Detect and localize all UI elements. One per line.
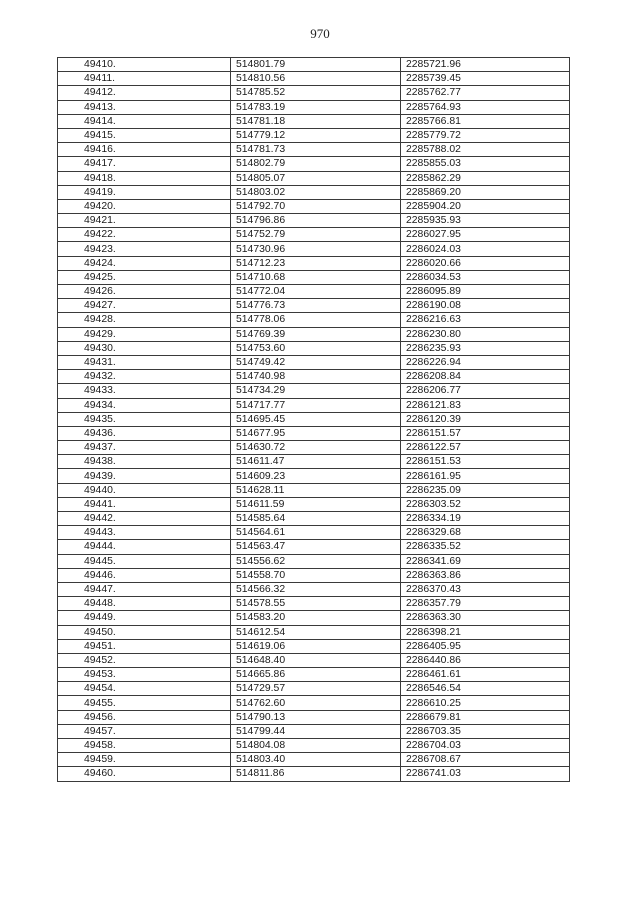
point-number-cell: 49417.: [58, 157, 231, 171]
x-coordinate-cell: 514665.86: [231, 668, 401, 682]
y-coordinate-cell: 2285739.45: [401, 72, 570, 86]
point-number-cell: 49423.: [58, 242, 231, 256]
table-row: [58, 143, 570, 157]
x-coordinate-cell: 514611.59: [231, 497, 401, 511]
y-coordinate-cell: 2286235.09: [401, 483, 570, 497]
table-row: [58, 597, 570, 611]
point-number-cell: 49445.: [58, 554, 231, 568]
y-coordinate-cell: 2286208.84: [401, 370, 570, 384]
point-number-cell: 49444.: [58, 540, 231, 554]
table-row: [58, 497, 570, 511]
table-row: [58, 171, 570, 185]
point-number-cell: 49452.: [58, 653, 231, 667]
y-coordinate-cell: 2286230.80: [401, 327, 570, 341]
x-coordinate-cell: 514801.79: [231, 58, 401, 72]
table-row: [58, 313, 570, 327]
x-coordinate-cell: 514619.06: [231, 639, 401, 653]
x-coordinate-cell: 514677.95: [231, 426, 401, 440]
table-row: [58, 611, 570, 625]
y-coordinate-cell: 2286610.25: [401, 696, 570, 710]
x-coordinate-cell: 514695.45: [231, 412, 401, 426]
y-coordinate-cell: 2286546.54: [401, 682, 570, 696]
x-coordinate-cell: 514811.86: [231, 767, 401, 781]
point-number-cell: 49455.: [58, 696, 231, 710]
y-coordinate-cell: 2286120.39: [401, 412, 570, 426]
y-coordinate-cell: 2286329.68: [401, 526, 570, 540]
point-number-cell: 49412.: [58, 86, 231, 100]
table-row: [58, 710, 570, 724]
point-number-cell: 49410.: [58, 58, 231, 72]
x-coordinate-cell: 514803.02: [231, 185, 401, 199]
y-coordinate-cell: 2286190.08: [401, 299, 570, 313]
point-number-cell: 49457.: [58, 724, 231, 738]
point-number-cell: 49416.: [58, 143, 231, 157]
table-row: [58, 355, 570, 369]
point-number-cell: 49411.: [58, 72, 231, 86]
table-row: [58, 653, 570, 667]
x-coordinate-cell: 514749.42: [231, 355, 401, 369]
table-row: [58, 72, 570, 86]
point-number-cell: 49447.: [58, 582, 231, 596]
table-row: [58, 412, 570, 426]
point-number-cell: 49434.: [58, 398, 231, 412]
coordinates-table: [57, 57, 570, 782]
y-coordinate-cell: 2285904.20: [401, 199, 570, 213]
table-row: [58, 214, 570, 228]
point-number-cell: 49431.: [58, 355, 231, 369]
x-coordinate-cell: 514609.23: [231, 469, 401, 483]
y-coordinate-cell: 2285862.29: [401, 171, 570, 185]
x-coordinate-cell: 514712.23: [231, 256, 401, 270]
point-number-cell: 49446.: [58, 568, 231, 582]
page-number: 970: [310, 26, 330, 41]
table-row: [58, 299, 570, 313]
y-coordinate-cell: 2286357.79: [401, 597, 570, 611]
x-coordinate-cell: 514734.29: [231, 384, 401, 398]
x-coordinate-cell: 514778.06: [231, 313, 401, 327]
y-coordinate-cell: 2286741.03: [401, 767, 570, 781]
point-number-cell: 49425.: [58, 270, 231, 284]
point-number-cell: 49437.: [58, 441, 231, 455]
point-number-cell: 49442.: [58, 512, 231, 526]
x-coordinate-cell: 514648.40: [231, 653, 401, 667]
y-coordinate-cell: 2286095.89: [401, 285, 570, 299]
coordinates-table-body: [58, 58, 570, 782]
x-coordinate-cell: 514612.54: [231, 625, 401, 639]
x-coordinate-cell: 514781.73: [231, 143, 401, 157]
point-number-cell: 49435.: [58, 412, 231, 426]
x-coordinate-cell: 514804.08: [231, 739, 401, 753]
x-coordinate-cell: 514583.20: [231, 611, 401, 625]
point-number-cell: 49428.: [58, 313, 231, 327]
y-coordinate-cell: 2286122.57: [401, 441, 570, 455]
x-coordinate-cell: 514730.96: [231, 242, 401, 256]
y-coordinate-cell: 2286121.83: [401, 398, 570, 412]
point-number-cell: 49448.: [58, 597, 231, 611]
point-number-cell: 49439.: [58, 469, 231, 483]
table-row: [58, 157, 570, 171]
table-row: [58, 86, 570, 100]
point-number-cell: 49438.: [58, 455, 231, 469]
point-number-cell: 49420.: [58, 199, 231, 213]
x-coordinate-cell: 514799.44: [231, 724, 401, 738]
x-coordinate-cell: 514790.13: [231, 710, 401, 724]
table-row: [58, 639, 570, 653]
x-coordinate-cell: 514783.19: [231, 100, 401, 114]
x-coordinate-cell: 514710.68: [231, 270, 401, 284]
y-coordinate-cell: 2286341.69: [401, 554, 570, 568]
point-number-cell: 49451.: [58, 639, 231, 653]
y-coordinate-cell: 2286363.30: [401, 611, 570, 625]
x-coordinate-cell: 514717.77: [231, 398, 401, 412]
table-row: [58, 739, 570, 753]
y-coordinate-cell: 2286679.81: [401, 710, 570, 724]
x-coordinate-cell: 514566.32: [231, 582, 401, 596]
table-row: [58, 512, 570, 526]
point-number-cell: 49415.: [58, 128, 231, 142]
point-number-cell: 49436.: [58, 426, 231, 440]
y-coordinate-cell: 2285855.03: [401, 157, 570, 171]
table-row: [58, 228, 570, 242]
table-row: [58, 469, 570, 483]
x-coordinate-cell: 514558.70: [231, 568, 401, 582]
y-coordinate-cell: 2286704.03: [401, 739, 570, 753]
point-number-cell: 49440.: [58, 483, 231, 497]
x-coordinate-cell: 514810.56: [231, 72, 401, 86]
point-number-cell: 49424.: [58, 256, 231, 270]
y-coordinate-cell: 2285788.02: [401, 143, 570, 157]
x-coordinate-cell: 514556.62: [231, 554, 401, 568]
point-number-cell: 49433.: [58, 384, 231, 398]
x-coordinate-cell: 514578.55: [231, 597, 401, 611]
table-row: [58, 582, 570, 596]
point-number-cell: 49429.: [58, 327, 231, 341]
point-number-cell: 49441.: [58, 497, 231, 511]
point-number-cell: 49458.: [58, 739, 231, 753]
table-row: [58, 724, 570, 738]
table-row: [58, 540, 570, 554]
table-row: [58, 398, 570, 412]
point-number-cell: 49432.: [58, 370, 231, 384]
table-row: [58, 285, 570, 299]
table-row: [58, 256, 570, 270]
x-coordinate-cell: 514772.04: [231, 285, 401, 299]
table-row: [58, 58, 570, 72]
y-coordinate-cell: 2286708.67: [401, 753, 570, 767]
y-coordinate-cell: 2286334.19: [401, 512, 570, 526]
table-row: [58, 568, 570, 582]
table-row: [58, 483, 570, 497]
table-row: [58, 242, 570, 256]
y-coordinate-cell: 2286405.95: [401, 639, 570, 653]
table-row: [58, 128, 570, 142]
x-coordinate-cell: 514630.72: [231, 441, 401, 455]
y-coordinate-cell: 2285762.77: [401, 86, 570, 100]
table-row: [58, 455, 570, 469]
table-row: [58, 100, 570, 114]
point-number-cell: 49449.: [58, 611, 231, 625]
table-row: [58, 682, 570, 696]
x-coordinate-cell: 514792.70: [231, 199, 401, 213]
x-coordinate-cell: 514564.61: [231, 526, 401, 540]
table-row: [58, 441, 570, 455]
point-number-cell: 49419.: [58, 185, 231, 199]
point-number-cell: 49459.: [58, 753, 231, 767]
table-row: [58, 185, 570, 199]
y-coordinate-cell: 2286151.57: [401, 426, 570, 440]
y-coordinate-cell: 2286703.35: [401, 724, 570, 738]
point-number-cell: 49454.: [58, 682, 231, 696]
x-coordinate-cell: 514803.40: [231, 753, 401, 767]
x-coordinate-cell: 514585.64: [231, 512, 401, 526]
y-coordinate-cell: 2286151.53: [401, 455, 570, 469]
x-coordinate-cell: 514762.60: [231, 696, 401, 710]
y-coordinate-cell: 2286027.95: [401, 228, 570, 242]
point-number-cell: 49450.: [58, 625, 231, 639]
x-coordinate-cell: 514802.79: [231, 157, 401, 171]
point-number-cell: 49414.: [58, 114, 231, 128]
x-coordinate-cell: 514563.47: [231, 540, 401, 554]
point-number-cell: 49421.: [58, 214, 231, 228]
table-row: [58, 384, 570, 398]
y-coordinate-cell: 2285764.93: [401, 100, 570, 114]
point-number-cell: 49418.: [58, 171, 231, 185]
table-row: [58, 526, 570, 540]
table-row: [58, 767, 570, 781]
table-row: [58, 199, 570, 213]
x-coordinate-cell: 514776.73: [231, 299, 401, 313]
y-coordinate-cell: 2286335.52: [401, 540, 570, 554]
y-coordinate-cell: 2285935.93: [401, 214, 570, 228]
y-coordinate-cell: 2286216.63: [401, 313, 570, 327]
table-row: [58, 554, 570, 568]
y-coordinate-cell: 2285779.72: [401, 128, 570, 142]
y-coordinate-cell: 2286398.21: [401, 625, 570, 639]
y-coordinate-cell: 2286235.93: [401, 341, 570, 355]
point-number-cell: 49426.: [58, 285, 231, 299]
point-number-cell: 49456.: [58, 710, 231, 724]
x-coordinate-cell: 514805.07: [231, 171, 401, 185]
y-coordinate-cell: 2286303.52: [401, 497, 570, 511]
table-row: [58, 270, 570, 284]
y-coordinate-cell: 2286226.94: [401, 355, 570, 369]
y-coordinate-cell: 2286024.03: [401, 242, 570, 256]
table-row: [58, 370, 570, 384]
y-coordinate-cell: 2286461.61: [401, 668, 570, 682]
table-row: [58, 327, 570, 341]
point-number-cell: 49453.: [58, 668, 231, 682]
x-coordinate-cell: 514785.52: [231, 86, 401, 100]
y-coordinate-cell: 2285766.81: [401, 114, 570, 128]
y-coordinate-cell: 2285721.96: [401, 58, 570, 72]
point-number-cell: 49443.: [58, 526, 231, 540]
point-number-cell: 49430.: [58, 341, 231, 355]
x-coordinate-cell: 514796.86: [231, 214, 401, 228]
table-row: [58, 625, 570, 639]
point-number-cell: 49427.: [58, 299, 231, 313]
x-coordinate-cell: 514628.11: [231, 483, 401, 497]
point-number-cell: 49460.: [58, 767, 231, 781]
table-row: [58, 114, 570, 128]
x-coordinate-cell: 514752.79: [231, 228, 401, 242]
x-coordinate-cell: 514769.39: [231, 327, 401, 341]
table-row: [58, 341, 570, 355]
x-coordinate-cell: 514753.60: [231, 341, 401, 355]
point-number-cell: 49422.: [58, 228, 231, 242]
point-number-cell: 49413.: [58, 100, 231, 114]
y-coordinate-cell: 2286370.43: [401, 582, 570, 596]
x-coordinate-cell: 514779.12: [231, 128, 401, 142]
x-coordinate-cell: 514781.18: [231, 114, 401, 128]
y-coordinate-cell: 2286161.95: [401, 469, 570, 483]
table-row: [58, 426, 570, 440]
x-coordinate-cell: 514729.57: [231, 682, 401, 696]
y-coordinate-cell: 2286034.53: [401, 270, 570, 284]
x-coordinate-cell: 514740.98: [231, 370, 401, 384]
y-coordinate-cell: 2286363.86: [401, 568, 570, 582]
y-coordinate-cell: 2286206.77: [401, 384, 570, 398]
y-coordinate-cell: 2286020.66: [401, 256, 570, 270]
table-row: [58, 668, 570, 682]
x-coordinate-cell: 514611.47: [231, 455, 401, 469]
table-row: [58, 696, 570, 710]
table-row: [58, 753, 570, 767]
y-coordinate-cell: 2285869.20: [401, 185, 570, 199]
y-coordinate-cell: 2286440.86: [401, 653, 570, 667]
